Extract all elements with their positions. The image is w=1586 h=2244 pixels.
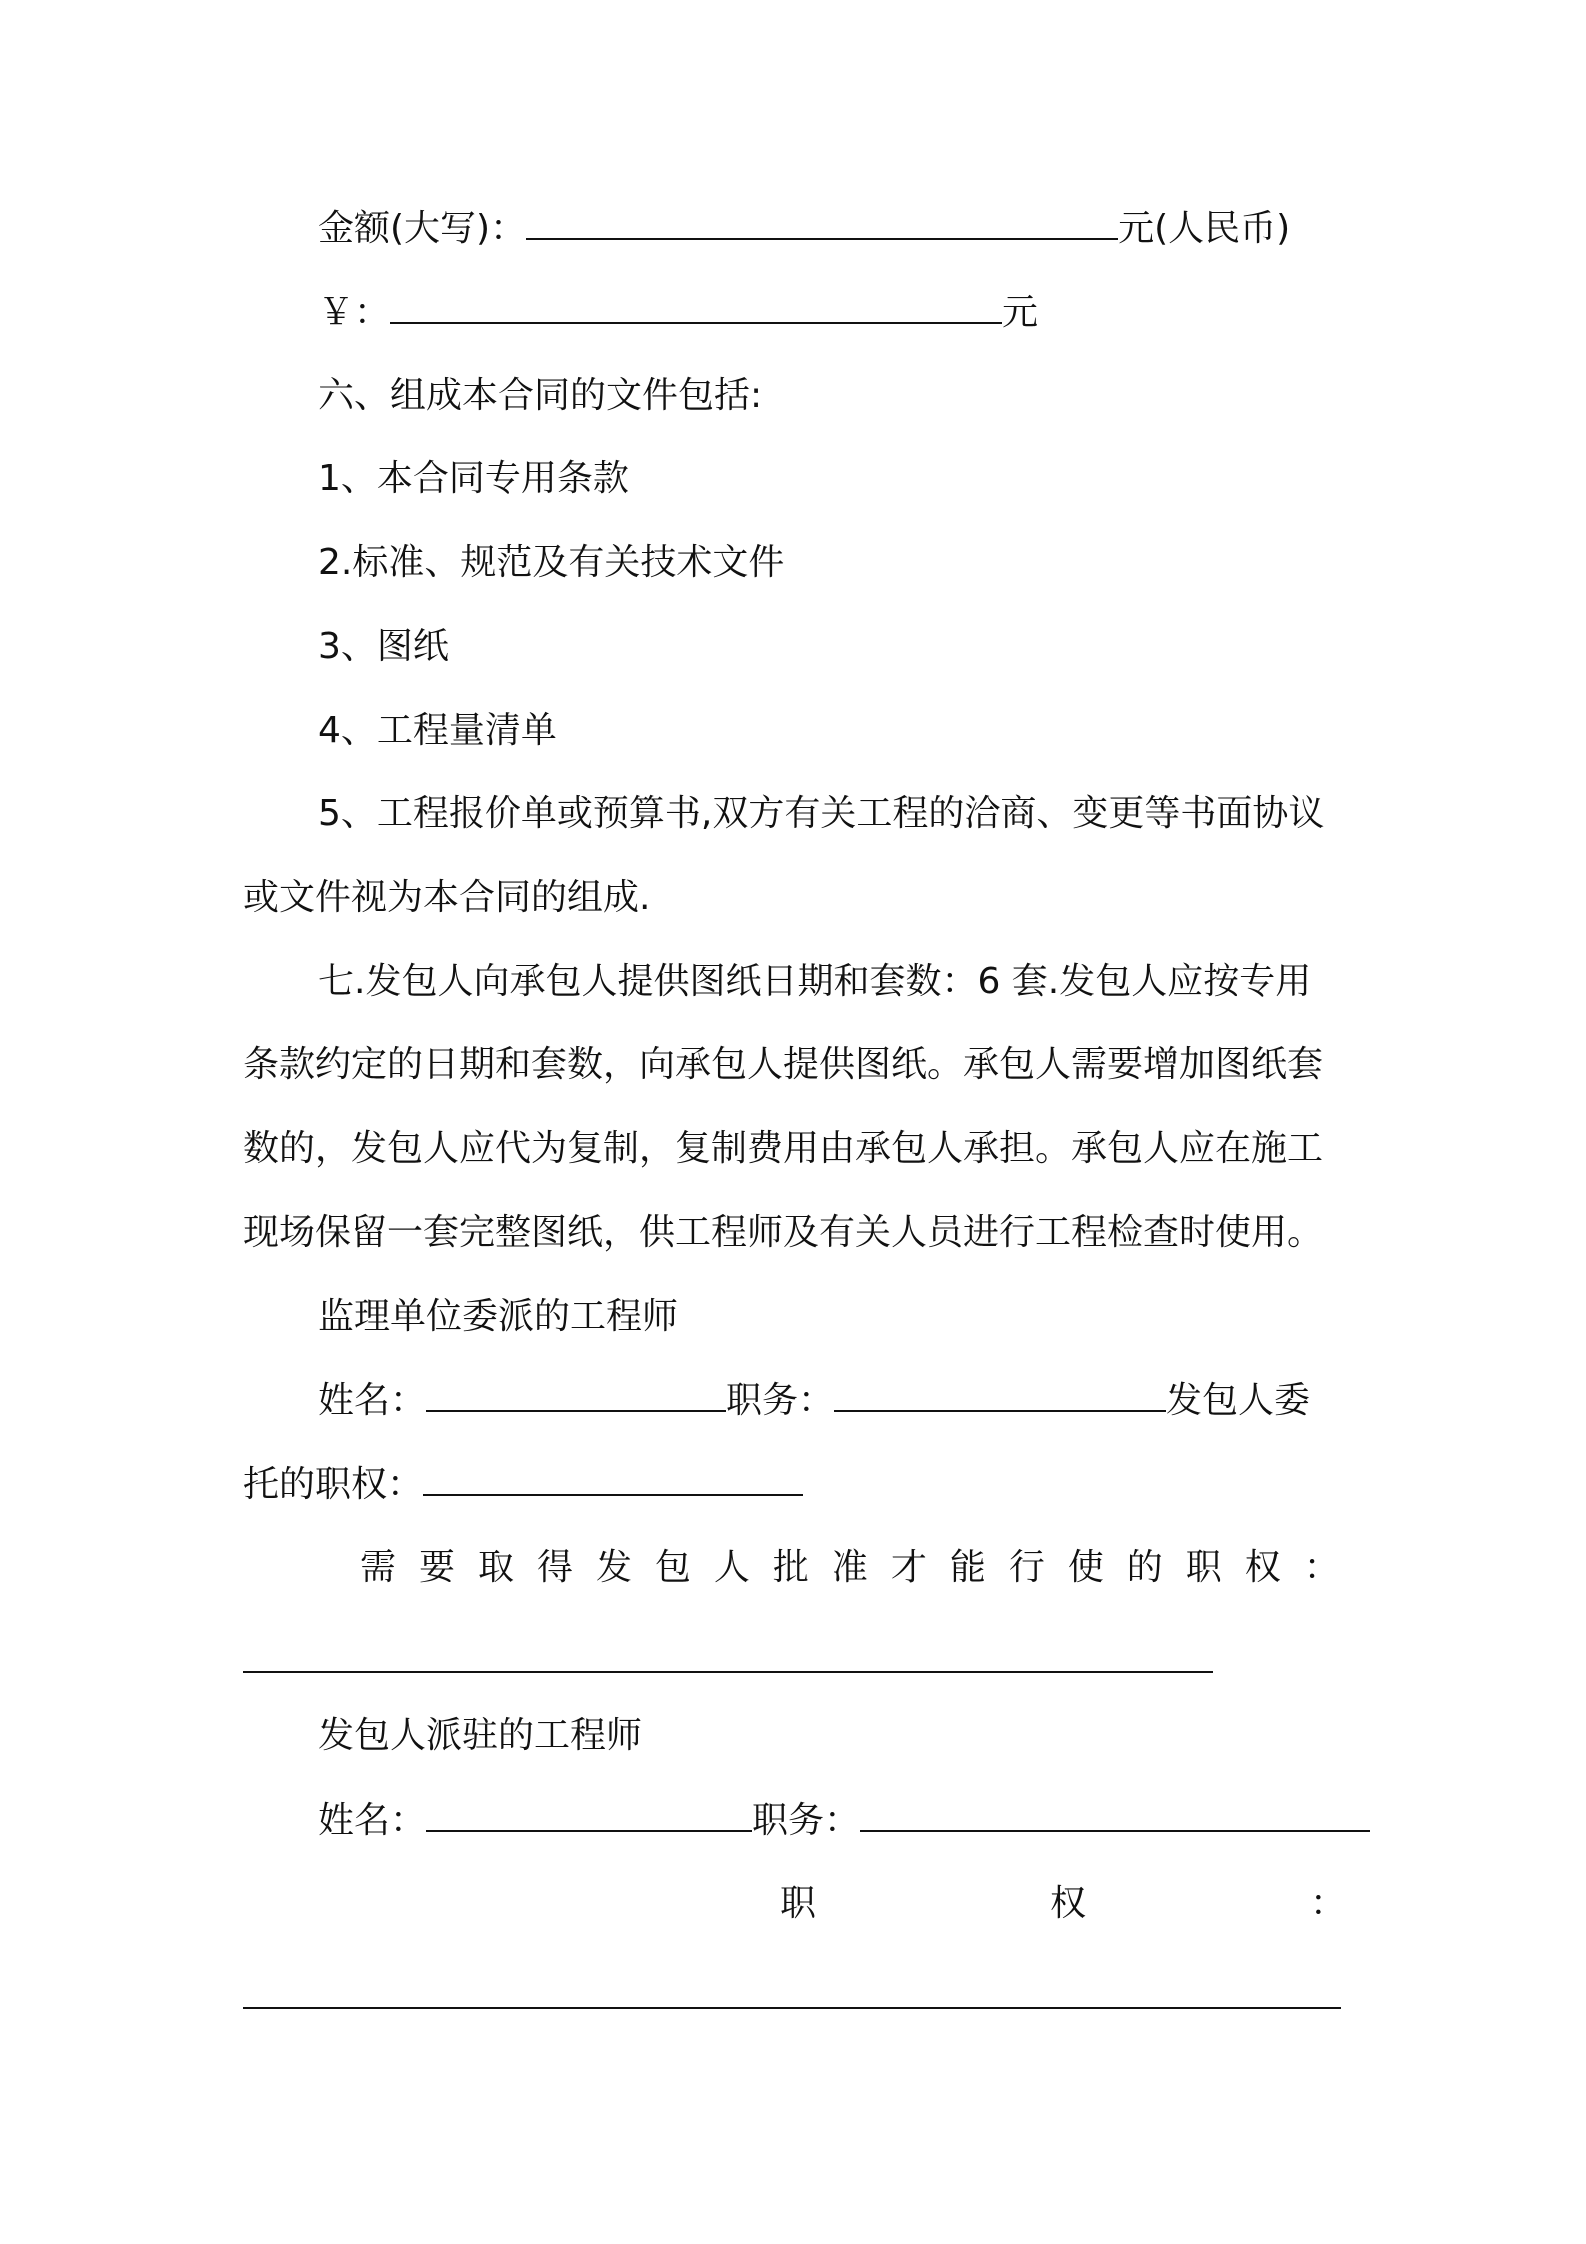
amount-yen-suffix: 元	[1002, 292, 1039, 333]
amount-yen-blank[interactable]	[390, 288, 1002, 324]
approval-char: 职	[1185, 1547, 1222, 1588]
amount-upper-suffix: 元(人民币)	[1118, 208, 1291, 249]
supervisor-approval-blank[interactable]	[243, 1671, 1213, 1673]
section6-title: 六、组成本合同的文件包括:	[318, 375, 763, 416]
approval-char: 取	[477, 1547, 514, 1588]
supervisor-name-blank[interactable]	[426, 1376, 726, 1412]
approval-char: 包	[654, 1547, 691, 1588]
amount-yen-row	[318, 288, 1038, 337]
approval-char: 才	[890, 1547, 927, 1588]
supervisor-authority-blank[interactable]	[423, 1460, 803, 1496]
amount-upper-label: 金额(大写)：	[318, 208, 527, 249]
employer-name-label: 姓名：	[318, 1800, 427, 1841]
amount-yen-label: ￥：	[318, 292, 391, 333]
amount-upper-row	[318, 204, 1290, 253]
approval-char: 人	[713, 1547, 750, 1588]
section6-item: 5、工程报价单或预算书,双方有关工程的洽商、变更等书面协议	[318, 793, 1325, 834]
section7-line: 数的，发包人应代为复制，复制费用由承包人承担。承包人应在施工	[243, 1128, 1324, 1169]
supervisor-title-blank[interactable]	[834, 1376, 1166, 1412]
employer-authority-char: 权	[1050, 1883, 1087, 1924]
supervisor-title-label: 职务：	[726, 1380, 835, 1421]
employer-authority-blank[interactable]	[243, 2007, 1341, 2009]
employer-authority-char: ：	[1310, 1883, 1347, 1924]
section6-item: 1、本合同专用条款	[318, 458, 629, 499]
employer-title-label: 职务：	[752, 1800, 861, 1841]
employer-authority-char: 职	[780, 1883, 817, 1924]
employer-title-blank[interactable]	[860, 1796, 1370, 1832]
employer-engineer-heading: 发包人派驻的工程师	[318, 1715, 643, 1756]
supervisor-approval-line	[360, 1544, 1340, 1592]
approval-char: 能	[949, 1547, 986, 1588]
approval-char: ：	[1303, 1547, 1340, 1588]
supervisor-authority-row	[243, 1460, 803, 1509]
section7-line: 条款约定的日期和套数，向承包人提供图纸。承包人需要增加图纸套	[243, 1044, 1324, 1085]
employer-name-blank[interactable]	[426, 1796, 752, 1832]
amount-upper-blank[interactable]	[526, 204, 1118, 240]
approval-char: 得	[536, 1547, 573, 1588]
approval-char: 的	[1126, 1547, 1163, 1588]
approval-char: 需	[360, 1547, 397, 1588]
approval-char: 要	[418, 1547, 455, 1588]
supervisor-authority-label: 托的职权：	[243, 1464, 424, 1505]
approval-char: 权	[1244, 1547, 1281, 1588]
approval-char: 使	[1067, 1547, 1104, 1588]
section7-line: 现场保留一套完整图纸，供工程师及有关人员进行工程检查时使用。	[243, 1212, 1324, 1253]
approval-char: 发	[595, 1547, 632, 1588]
section6-item: 3、图纸	[318, 626, 449, 667]
supervisor-authority-tail: 发包人委	[1166, 1380, 1311, 1421]
approval-char: 批	[772, 1547, 809, 1588]
section6-item: 或文件视为本合同的组成.	[243, 877, 651, 918]
supervisor-name-row	[318, 1376, 1310, 1425]
employer-name-row	[318, 1796, 1370, 1845]
approval-char: 行	[1008, 1547, 1045, 1588]
section6-item: 4、工程量清单	[318, 710, 557, 751]
section6-item: 2.标准、规范及有关技术文件	[318, 542, 785, 583]
supervisor-name-label: 姓名：	[318, 1380, 427, 1421]
section7-line: 七.发包人向承包人提供图纸日期和套数：6 套.发包人应按专用	[318, 961, 1312, 1002]
supervisor-heading: 监理单位委派的工程师	[318, 1296, 679, 1337]
approval-char: 准	[831, 1547, 868, 1588]
